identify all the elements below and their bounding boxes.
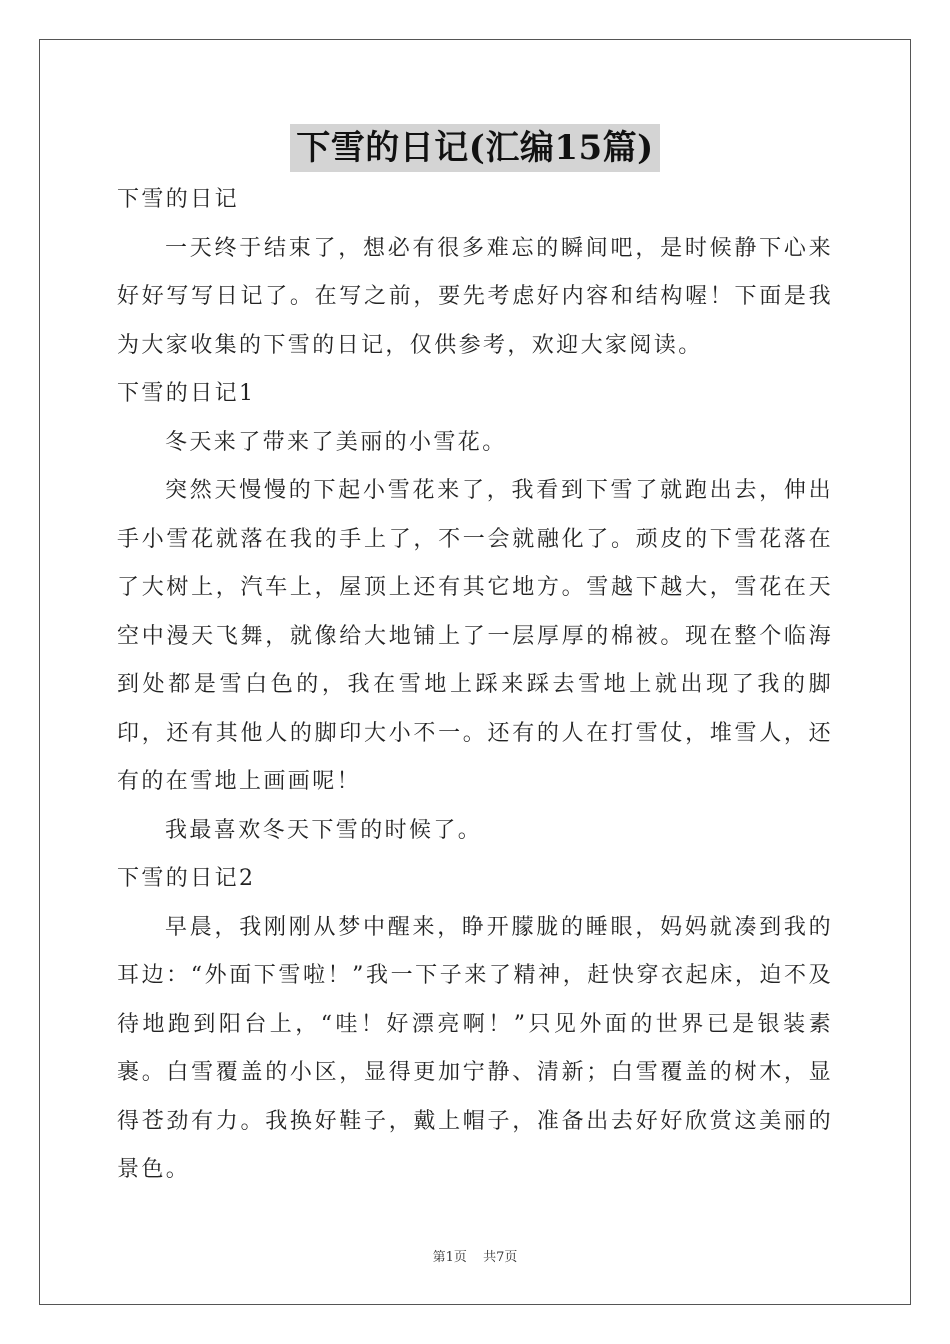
page-total: 共7页 (483, 1250, 518, 1265)
body-paragraph: 突然天慢慢的下起小雪花来了，我看到下雪了就跑出去，伸出手小雪花就落在我的手上了，不一会就融化了。顽皮的下雪花落在了大树上，汽车上，屋顶上还有其它地方。雪越下越大，雪花在天空中漫天飞舞，就像给大地铺上了一层厚厚的棉被。现在整个临海到处都是雪白色的，我在雪地上踩来踩去雪地上就出现了我的脚印，还有其他人的脚印大小不一。还有的人在打雪仗，堆雪人，还有的在雪地上画画呢！ (117, 478, 833, 794)
page-number: 第1页 (432, 1250, 467, 1265)
title-container (0, 124, 950, 172)
intro-paragraph: 一天终于结束了，想必有很多难忘的瞬间吧，是时候静下心来好好写写日记了。在写之前，要先考虑好内容和结构喔！下面是我为大家收集的下雪的日记，仅供参考，欢迎大家阅读。 (117, 235, 833, 358)
section-heading: 下雪的日记1 (117, 381, 256, 406)
section-heading: 下雪的日记2 (117, 866, 256, 891)
document-title: 下雪的日记(汇编15篇) (290, 124, 660, 172)
section-heading: 下雪的日记 (117, 187, 240, 212)
document-body (117, 176, 833, 1195)
body-paragraph: 冬天来了带来了美丽的小雪花。 (165, 429, 507, 455)
page-footer (0, 1246, 950, 1265)
body-paragraph: 我最喜欢冬天下雪的时候了。 (165, 817, 483, 843)
body-paragraph: 早晨，我刚刚从梦中醒来，睁开朦胧的睡眼，妈妈就凑到我的耳边：“外面下雪啦！”我一下子来了精神，赶快穿衣起床，迫不及待地跑到阳台上，“哇！好漂亮啊！”只见外面的世界已是银装素裹。白雪覆盖的小区，显得更加宁静、清新；白雪覆盖的树木，显得苍劲有力。我换好鞋子，戴上帽子，准备出去好好欣赏这美丽的景色。 (117, 914, 833, 1182)
